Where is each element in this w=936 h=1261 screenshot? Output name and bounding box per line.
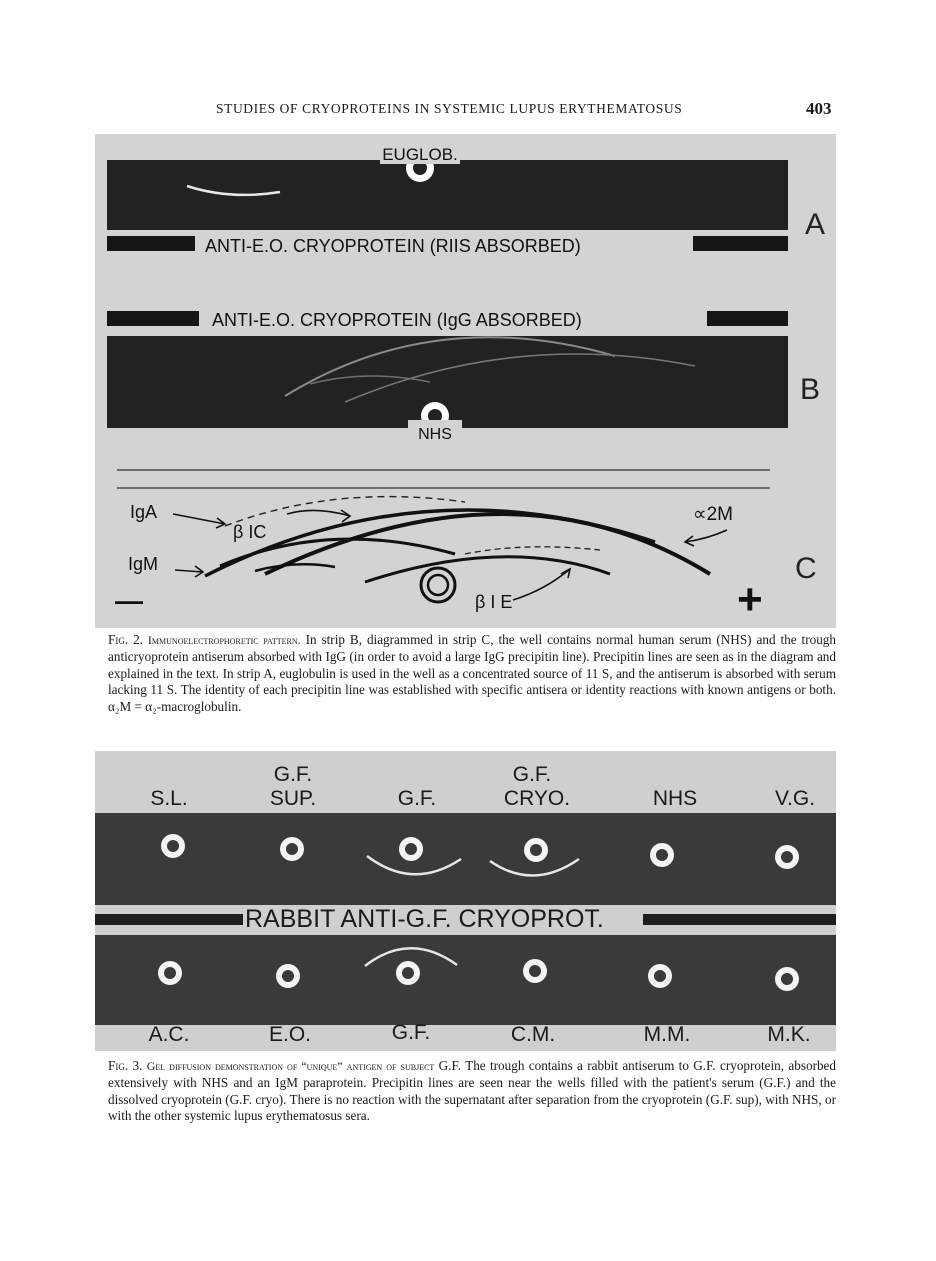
strip-a-trough-label: ANTI-E.O. CRYOPROTEIN (RIIS ABSORBED) bbox=[205, 236, 581, 256]
strip-a-trough-right bbox=[693, 236, 788, 251]
well-bottom-label-1: A.C. bbox=[148, 1023, 190, 1046]
strip-a-letter: A bbox=[805, 208, 826, 241]
strip-a-gel bbox=[107, 160, 788, 230]
figure-2-caption-text: In strip B, diagrammed in strip C, the well contains normal human serum (NHS) and the trough anticryoprotein antiserum absorbed with IgG (in order to avoid a large IgG precipitin line). Precipitin lines are seen as in the diagram and explained in the text. In strip A, euglobulin is used in the well as a concentrated source of 11 S, and the antiserum is absorbed with serum lacking 11 S. The identity of each precipitin line was established with specific antisera or identity reactions with known antigens or both. α₂M = α₂-macroglobulin. bbox=[108, 632, 836, 715]
strip-a-trough-left bbox=[107, 236, 195, 251]
well-top-label-2: SUP. bbox=[269, 787, 317, 810]
strip-c-letter: C bbox=[795, 552, 817, 585]
bottom-gel-band bbox=[95, 935, 836, 1025]
beta1c-arrow bbox=[287, 510, 350, 522]
strip-b-trough-label: ANTI-E.O. CRYOPROTEIN (IgG ABSORBED) bbox=[212, 310, 582, 330]
running-head: STUDIES OF CRYOPROTEINS IN SYSTEMIC LUPUS ERYTHEMATOSUS bbox=[216, 101, 683, 116]
alpha2m-arrow bbox=[685, 530, 727, 546]
well-bottom-label-6: M.K. bbox=[767, 1023, 811, 1046]
trough-left bbox=[95, 914, 243, 925]
well-top-label-2-line1: G.F. bbox=[273, 763, 313, 786]
well-bottom-label-5: M.M. bbox=[643, 1023, 691, 1046]
label-beta1e: β I E bbox=[475, 592, 513, 612]
label-alpha2m: ∝2M bbox=[693, 504, 733, 525]
figure-3 bbox=[95, 751, 836, 1051]
arc-lower bbox=[365, 557, 610, 582]
arc-alpha2m bbox=[265, 514, 710, 574]
strip-b-well-label: NHS bbox=[418, 426, 452, 443]
well-bottom-label-2: E.O. bbox=[268, 1023, 312, 1046]
strip-a-well-label: EUGLOB. bbox=[382, 145, 458, 164]
label-beta1c: β IC bbox=[233, 522, 267, 542]
figure-3-label: Fig. 3. bbox=[108, 1058, 143, 1073]
figure-3-heading: Gel diffusion demonstration of “unique” antigen of subject bbox=[146, 1059, 435, 1073]
well-top-label-4-line1: G.F. bbox=[512, 763, 552, 786]
arc-short-left bbox=[255, 564, 335, 571]
well-top-label-4: CRYO. bbox=[503, 787, 571, 810]
figure-3-image bbox=[95, 751, 836, 1051]
well-bottom-label-3: G.F. bbox=[391, 1021, 431, 1044]
well-top-label-5: NHS bbox=[652, 787, 698, 810]
beta1e-dashed-line bbox=[465, 547, 600, 554]
well-top-label-3: G.F. bbox=[397, 787, 437, 810]
beta1e-arrow bbox=[513, 569, 570, 600]
strip-b-trough-left bbox=[107, 311, 199, 326]
well-top-label-6: V.G. bbox=[774, 787, 816, 810]
figure-2 bbox=[95, 134, 836, 628]
trough-label: RABBIT ANTI-G.F. CRYOPROT. bbox=[245, 905, 604, 933]
iga-arrow bbox=[173, 514, 225, 528]
figure-2-heading: Immunoelectrophoretic pattern. bbox=[147, 633, 301, 647]
strip-b-letter: B bbox=[800, 373, 821, 406]
well-bottom-label-4: C.M. bbox=[510, 1023, 556, 1046]
figure-3-caption bbox=[108, 1058, 836, 1125]
figure-2-caption bbox=[108, 632, 836, 716]
label-iga: IgA bbox=[130, 502, 158, 522]
trough-right bbox=[643, 914, 836, 925]
figure-2-image bbox=[95, 134, 836, 628]
top-gel-band bbox=[95, 813, 836, 905]
strip-c-well-outer bbox=[421, 568, 455, 602]
strip-c-well-inner bbox=[428, 575, 448, 595]
well-top-label-1: S.L. bbox=[150, 787, 188, 810]
figure-3-caption-text: G.F. The trough contains a rabbit antiserum to G.F. cryoprotein, absorbed extensively with NHS and an IgM paraprotein. Precipitin lines are seen near the wells filled with the patient's serum (G.F.) and the dissolved cryoprotein (G.F. cryo). There is no reaction with the supernatant after separation from the cryoprotein (G.F. sup), with NHS, or with the other systemic lupus erythematosus sera. bbox=[108, 1058, 837, 1124]
strip-b-trough-right bbox=[707, 311, 788, 326]
igm-arrow bbox=[175, 566, 203, 577]
cathode-minus: — bbox=[115, 585, 143, 616]
figure-2-label: Fig. 2. bbox=[108, 632, 143, 647]
label-igm: IgM bbox=[128, 554, 159, 574]
anode-plus: + bbox=[737, 575, 763, 624]
page-number: 403 bbox=[806, 99, 832, 118]
